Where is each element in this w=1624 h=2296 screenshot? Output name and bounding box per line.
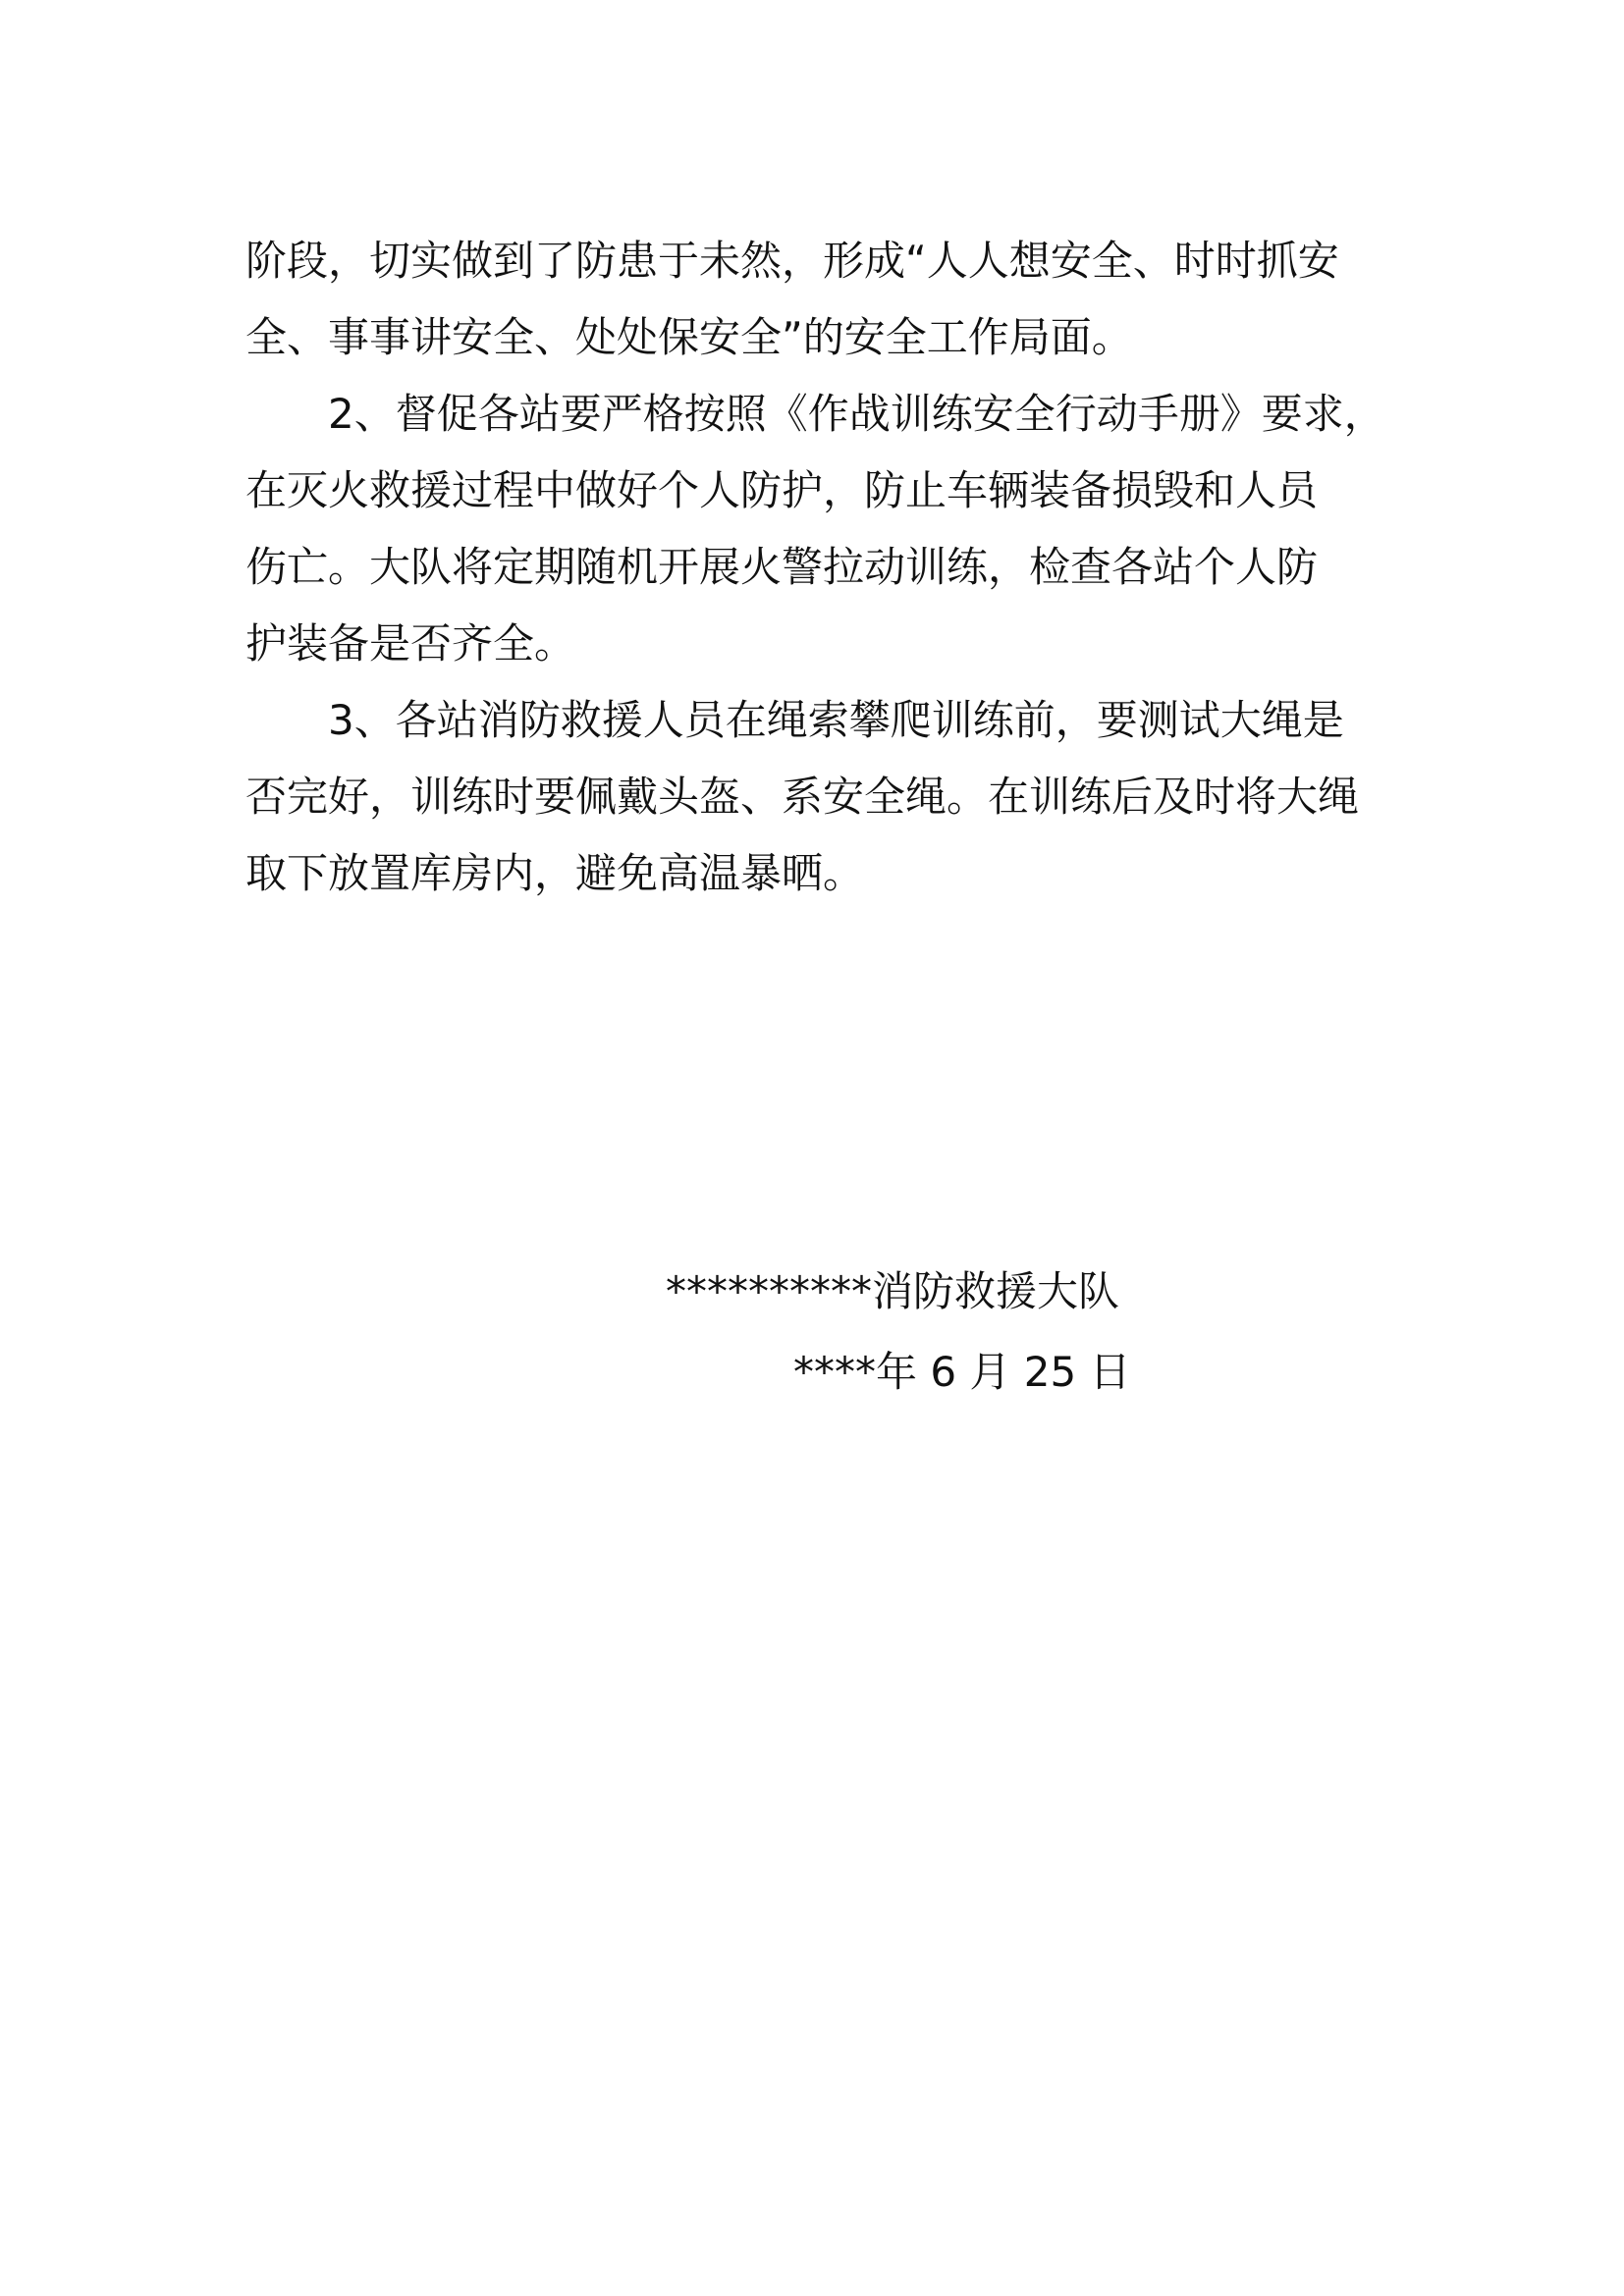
paragraph-2-line-4: 护装备是否齐全。: [245, 619, 576, 667]
paragraph-3-line-2: 否完好，训练时要佩戴头盔、系安全绳。在训练后及时将大绳: [245, 773, 1360, 821]
paragraph-1-line-1: 阶段，切实做到了防患于未然，形成“人人想安全、时时抓安: [245, 237, 1339, 285]
signature-date: ****年 6 月 25 日: [793, 1348, 1131, 1396]
paragraph-2-line-3: 伤亡。大队将定期随机开展火警拉动训练，检查各站个人防: [245, 543, 1319, 591]
paragraph-2-line-2: 在灭火救援过程中做好个人防护，防止车辆装备损毁和人员: [245, 466, 1319, 514]
paragraph-1-line-2: 全、事事讲安全、处处保安全”的安全工作局面。: [245, 313, 1133, 361]
paragraph-3-line-1: 3、各站消防救援人员在绳索攀爬训练前，要测试大绳是: [328, 696, 1344, 744]
signature-organization: **********消防救援大队: [666, 1267, 1120, 1315]
paragraph-2-line-1: 2、督促各站要严格按照《作战训练安全行动手册》要求，: [328, 390, 1385, 438]
paragraph-3-line-3: 取下放置库房内，避免高温暴晒。: [245, 849, 865, 897]
